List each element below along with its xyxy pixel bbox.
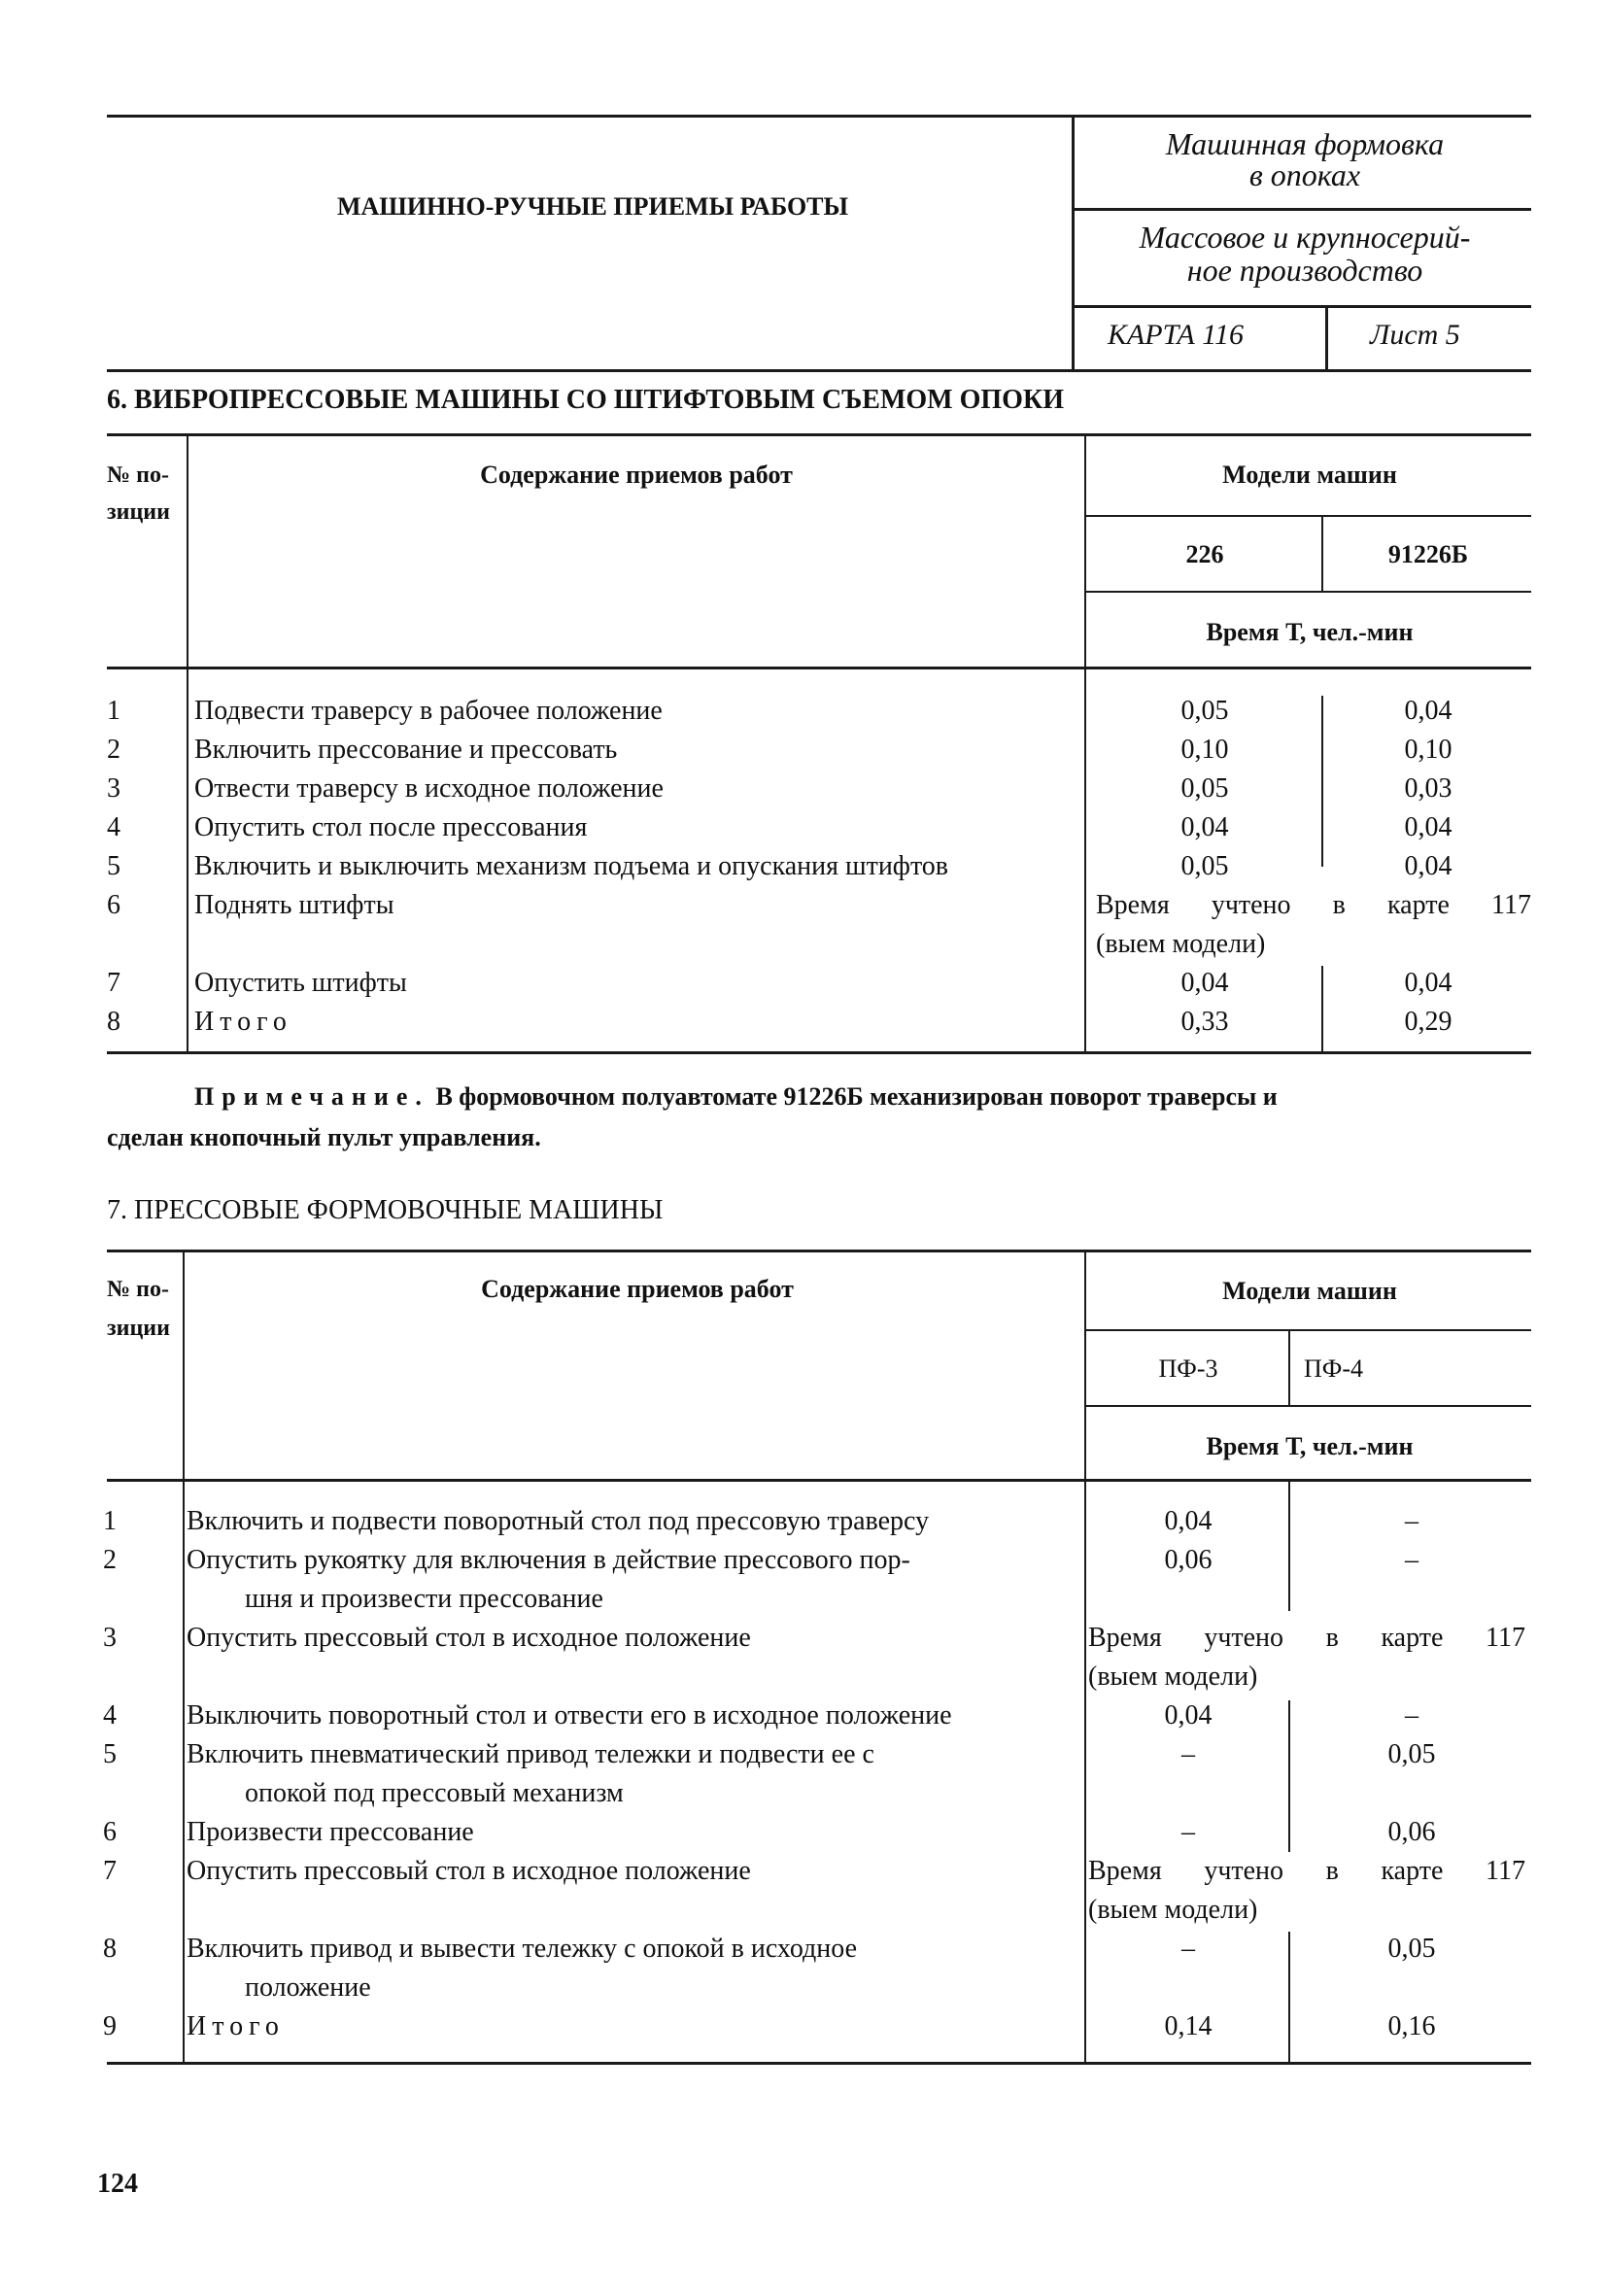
section-7-title: 7. ПРЕССОВЫЕ ФОРМОВОЧНЫЕ МАШИНЫ: [107, 1195, 664, 1225]
s7-row-9-v1: 0,14: [1164, 2011, 1213, 2041]
s7-row-1-num: 1: [103, 1506, 117, 1536]
s6-row-4-text: Опустить стол после прессования: [194, 812, 588, 842]
s6-note-line-2: сделан кнопочный пульт управления.: [107, 1123, 541, 1151]
s6-row-3-v2: 0,03: [1404, 773, 1452, 804]
s7-row-5-text-2: опокой под прессовый механизм: [245, 1778, 624, 1808]
s6-model-1: 226: [1185, 540, 1224, 568]
s7-row-7-merged-line-2: (выем модели): [1088, 1895, 1258, 1925]
s6-time-label: Время Т, чел.-мин: [1206, 618, 1414, 646]
s7-row-3-text: Опустить прессовый стол в исходное положение: [187, 1623, 751, 1653]
s6-row-2-text: Включить прессование и прессовать: [194, 735, 618, 765]
s7-row-8-v1: –: [1181, 1934, 1195, 1964]
s6-pos-header-1: № по-: [107, 463, 169, 488]
s7-value-divider-b: [1288, 1700, 1290, 1852]
s7-r3-merged-word-5: 117: [1486, 1623, 1525, 1653]
note-label: Примечание.: [194, 1082, 429, 1111]
s7-row-5-num: 5: [103, 1739, 117, 1769]
s6-row-6-merged: [1096, 890, 1531, 921]
header-rule-1: [1072, 208, 1531, 211]
s7-r7-merged-word-3: в: [1325, 1856, 1339, 1886]
s7-row-1-text: Включить и подвести поворотный стол под прессовую траверсу: [187, 1506, 930, 1536]
section-6-title: 6. ВИБРОПРЕССОВЫЕ МАШИНЫ СО ШТИФТОВЫМ СЪЕМОМ ОПОКИ: [107, 385, 1065, 415]
s7-value-divider-a: [1288, 1479, 1290, 1611]
s7-row-2-text-2: шня и произвести прессование: [245, 1584, 603, 1614]
s7-model-2: ПФ-4: [1304, 1354, 1363, 1383]
s6-rule-models: [1084, 515, 1531, 517]
s6-row-3-text: Отвести траверсу в исходное положение: [194, 773, 664, 804]
s7-row-6-text: Произвести прессование: [187, 1817, 474, 1847]
s7-row-4-v1: 0,04: [1164, 1700, 1213, 1731]
s6-note-line-1: [194, 1082, 1531, 1112]
s7-rule-time: [1084, 1405, 1531, 1407]
s7-table-bottom: [107, 2062, 1531, 2065]
s7-model-1: ПФ-3: [1158, 1354, 1218, 1383]
s7-row-7-text: Опустить прессовый стол в исходное положение: [187, 1856, 751, 1886]
page-title: МАШИННО-РУЧНЫЕ ПРИЕМЫ РАБОТЫ: [336, 192, 849, 221]
s6-row-3-v1: 0,05: [1180, 773, 1229, 804]
s6-row-5-num: 5: [107, 851, 120, 881]
s7-row-2-num: 2: [103, 1545, 117, 1575]
category-2-line-2: ное производство: [1186, 253, 1423, 288]
s7-row-2-v2: –: [1405, 1545, 1418, 1575]
note-text-1: В формовочном полуавтомате 91226Б механизирован поворот траверсы и: [435, 1082, 1278, 1111]
s7-r3-merged-word-3: в: [1325, 1623, 1339, 1653]
s6-row-6-merged-line-2: (выем модели): [1096, 929, 1266, 959]
s6-row-5-v1: 0,05: [1180, 851, 1229, 881]
s6-row-4-num: 4: [107, 812, 120, 842]
s6-header-bottom: [107, 667, 1531, 669]
header-divider: [1072, 115, 1075, 369]
category-1-line-2: в опоках: [1248, 157, 1361, 192]
s7-content-header: Содержание приемов работ: [481, 1275, 794, 1303]
s7-row-3-num: 3: [103, 1623, 117, 1653]
s7-row-4-num: 4: [103, 1700, 117, 1731]
s7-r3-merged-word-4: карте: [1381, 1623, 1444, 1653]
category-2-line-1: Массовое и крупносерий-: [1139, 220, 1471, 255]
s6-row-8-num: 8: [107, 1007, 120, 1037]
s6-row-8-v1: 0,33: [1180, 1007, 1229, 1037]
s7-r3-merged-word-1: Время: [1088, 1623, 1162, 1653]
s7-row-7-num: 7: [103, 1856, 117, 1886]
s7-header-bottom: [107, 1479, 1531, 1482]
s7-row-4-v2: –: [1405, 1700, 1418, 1731]
s6-row-2-v1: 0,10: [1180, 735, 1229, 765]
s6-row-3-num: 3: [107, 773, 120, 804]
s6-row-4-v2: 0,04: [1404, 812, 1452, 842]
s6-row-6-text: Поднять штифты: [194, 890, 394, 920]
s7-row-2-v1: 0,06: [1164, 1545, 1213, 1575]
s6-col-rule-1: [187, 433, 188, 1051]
s6-row-7-num: 7: [107, 968, 120, 998]
s6-model-2: 91226Б: [1387, 540, 1469, 568]
s7-row-9-v2: 0,16: [1387, 2011, 1436, 2041]
s6-merged-word-1: Время: [1096, 890, 1170, 920]
header-rule-2: [1072, 305, 1531, 308]
s6-value-divider-a: [1321, 696, 1323, 867]
s6-row-7-text: Опустить штифты: [194, 968, 407, 998]
s7-row-3-merged-line-2: (выем модели): [1088, 1662, 1258, 1692]
s6-row-5-text: Включить и выключить механизм подъема и опускания штифтов: [194, 851, 949, 881]
s7-models-header: Модели машин: [1222, 1277, 1397, 1305]
sheet-number: Лист 5: [1370, 319, 1460, 351]
s7-row-6-v1: –: [1181, 1817, 1195, 1847]
s7-row-8-text-1: Включить привод и вывести тележку с опокой в исходное: [187, 1934, 858, 1964]
s7-col-rule-2: [1084, 1250, 1086, 2062]
s7-col-rule-1: [183, 1250, 185, 2062]
s7-row-8-num: 8: [103, 1934, 117, 1964]
s7-model-divider: [1288, 1329, 1290, 1405]
s7-table-top: [107, 1250, 1531, 1252]
s6-row-5-v2: 0,04: [1404, 851, 1452, 881]
page-number: 124: [97, 2169, 138, 2199]
s7-pos-header-2: зиции: [107, 1316, 170, 1341]
s6-col-rule-2: [1084, 433, 1086, 1051]
s7-r7-merged-word-4: карте: [1381, 1856, 1444, 1886]
s7-row-6-num: 6: [103, 1817, 117, 1847]
s6-rule-time: [1084, 591, 1531, 593]
s7-pos-header-1: № по-: [107, 1277, 169, 1302]
s7-row-5-text-1: Включить пневматический привод тележки и подвести ее с: [187, 1739, 874, 1769]
s6-table-bottom: [107, 1051, 1531, 1054]
s6-models-header: Модели машин: [1222, 461, 1397, 489]
s6-row-1-v1: 0,05: [1180, 696, 1229, 726]
s7-time-label: Время Т, чел.-мин: [1206, 1432, 1414, 1460]
s6-row-7-v2: 0,04: [1404, 968, 1452, 998]
s7-row-3-merged: [1088, 1623, 1525, 1654]
s7-r7-merged-word-1: Время: [1088, 1856, 1162, 1886]
s6-merged-word-2: учтено: [1211, 890, 1291, 920]
header-bottom-rule: [107, 369, 1531, 372]
s6-row-6-num: 6: [107, 890, 120, 920]
s7-row-2-text-1: Опустить рукоятку для включения в действие прессового пор-: [187, 1545, 910, 1575]
s7-row-8-text-2: положение: [245, 1972, 371, 2003]
s7-row-5-v1: –: [1181, 1739, 1195, 1769]
s6-row-4-v1: 0,04: [1180, 812, 1229, 842]
s7-row-6-v2: 0,06: [1387, 1817, 1436, 1847]
s7-row-9-text: Итого: [187, 2011, 285, 2041]
s7-row-5-v2: 0,05: [1387, 1739, 1436, 1769]
s7-row-1-v1: 0,04: [1164, 1506, 1213, 1536]
s7-rule-models: [1084, 1329, 1531, 1331]
category-1-line-1: Машинная формовка: [1165, 126, 1445, 161]
s6-row-1-num: 1: [107, 696, 120, 726]
card-sheet-divider: [1325, 305, 1328, 369]
s6-row-7-v1: 0,04: [1180, 968, 1229, 998]
s6-merged-word-3: в: [1332, 890, 1346, 920]
s7-r7-merged-word-2: учтено: [1204, 1856, 1284, 1886]
card-number: КАРТА 116: [1108, 319, 1244, 351]
s6-model-divider: [1321, 515, 1323, 591]
s6-row-2-num: 2: [107, 735, 120, 765]
s6-merged-word-4: карте: [1387, 890, 1450, 920]
s6-value-divider-b: [1321, 966, 1323, 1051]
s7-value-divider-c: [1288, 1932, 1290, 2062]
s6-row-1-v2: 0,04: [1404, 696, 1452, 726]
s6-row-8-text: Итого: [194, 1007, 292, 1037]
s7-row-1-v2: –: [1405, 1506, 1418, 1536]
s7-row-8-v2: 0,05: [1387, 1934, 1436, 1964]
s6-pos-header-2: зиции: [107, 499, 170, 525]
s6-content-header: Содержание приемов работ: [480, 461, 793, 489]
s7-row-4-text: Выключить поворотный стол и отвести его в исходное положение: [187, 1700, 952, 1731]
s6-merged-word-5: 117: [1491, 890, 1531, 920]
s6-table-top: [107, 433, 1531, 436]
s6-row-2-v2: 0,10: [1404, 735, 1452, 765]
s7-r3-merged-word-2: учтено: [1204, 1623, 1284, 1653]
s7-row-9-num: 9: [103, 2011, 117, 2041]
header-top-rule: [107, 115, 1531, 118]
s7-r7-merged-word-5: 117: [1486, 1856, 1525, 1886]
s6-row-8-v2: 0,29: [1404, 1007, 1452, 1037]
s7-row-7-merged: [1088, 1856, 1525, 1887]
s6-row-1-text: Подвести траверсу в рабочее положение: [194, 696, 663, 726]
